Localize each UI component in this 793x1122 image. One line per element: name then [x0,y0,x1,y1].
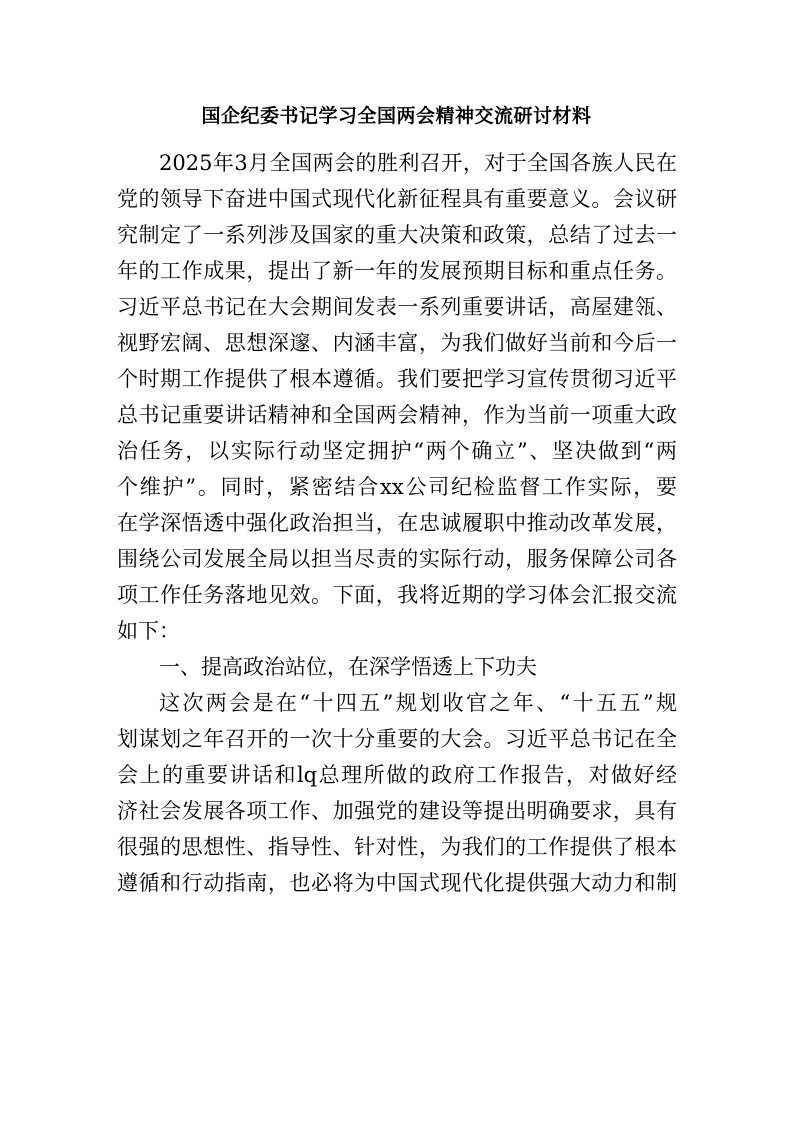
paragraph-line: 究制定了一系列涉及国家的重大决策和政策，总结了过去一 [117,223,677,247]
paragraph-line: 这次两会是在“十四五”规划收官之年、“十五五”规 [159,691,677,715]
paragraph-line: 党的领导下奋进中国式现代化新征程具有重要意义。会议研 [117,187,677,211]
paragraph-line: 习近平总书记在大会期间发表一系列重要讲话，高屋建瓴、 [117,295,677,319]
paragraph-line: 济社会发展各项工作、加强党的建设等提出明确要求，具有 [117,799,677,823]
paragraph-line: 项工作任务落地见效。下面，我将近期的学习体会汇报交流 [117,583,677,607]
paragraph-line: 围绕公司发展全局以担当尽责的实际行动，服务保障公司各 [117,547,677,571]
document-title: 国企纪委书记学习全国两会精神交流研讨材料 [201,105,592,127]
paragraph-line: 总书记重要讲话精神和全国两会精神，作为当前一项重大政 [117,403,677,427]
paragraph-line: 视野宏阔、思想深邃、内涵丰富，为我们做好当前和今后一 [117,331,677,355]
paragraph-line: 会上的重要讲话和lq总理所做的政府工作报告，对做好经 [117,763,677,787]
paragraph-line: 2025年3月全国两会的胜利召开，对于全国各族人民在 [159,151,677,175]
section-heading: 一、提高政治站位，在深学悟透上下功夫 [159,655,537,679]
paragraph-line: 年的工作成果，提出了新一年的发展预期目标和重点任务。 [117,259,677,283]
paragraph-line: 如下： [117,619,180,643]
paragraph-line: 划谋划之年召开的一次十分重要的大会。习近平总书记在全 [117,727,677,751]
paragraph-line: 治任务，以实际行动坚定拥护“两个确立”、坚决做到“两 [117,439,677,463]
paragraph-line: 遵循和行动指南，也必将为中国式现代化提供强大动力和制 [117,871,677,895]
paragraph-line: 很强的思想性、指导性、针对性，为我们的工作提供了根本 [117,835,677,859]
paragraph-line: 个时期工作提供了根本遵循。我们要把学习宣传贯彻习近平 [117,367,677,391]
paragraph-line: 在学深悟透中强化政治担当，在忠诚履职中推动改革发展， [117,511,677,535]
paragraph-line: 个维护”。同时，紧密结合xx公司纪检监督工作实际，要 [117,475,677,499]
